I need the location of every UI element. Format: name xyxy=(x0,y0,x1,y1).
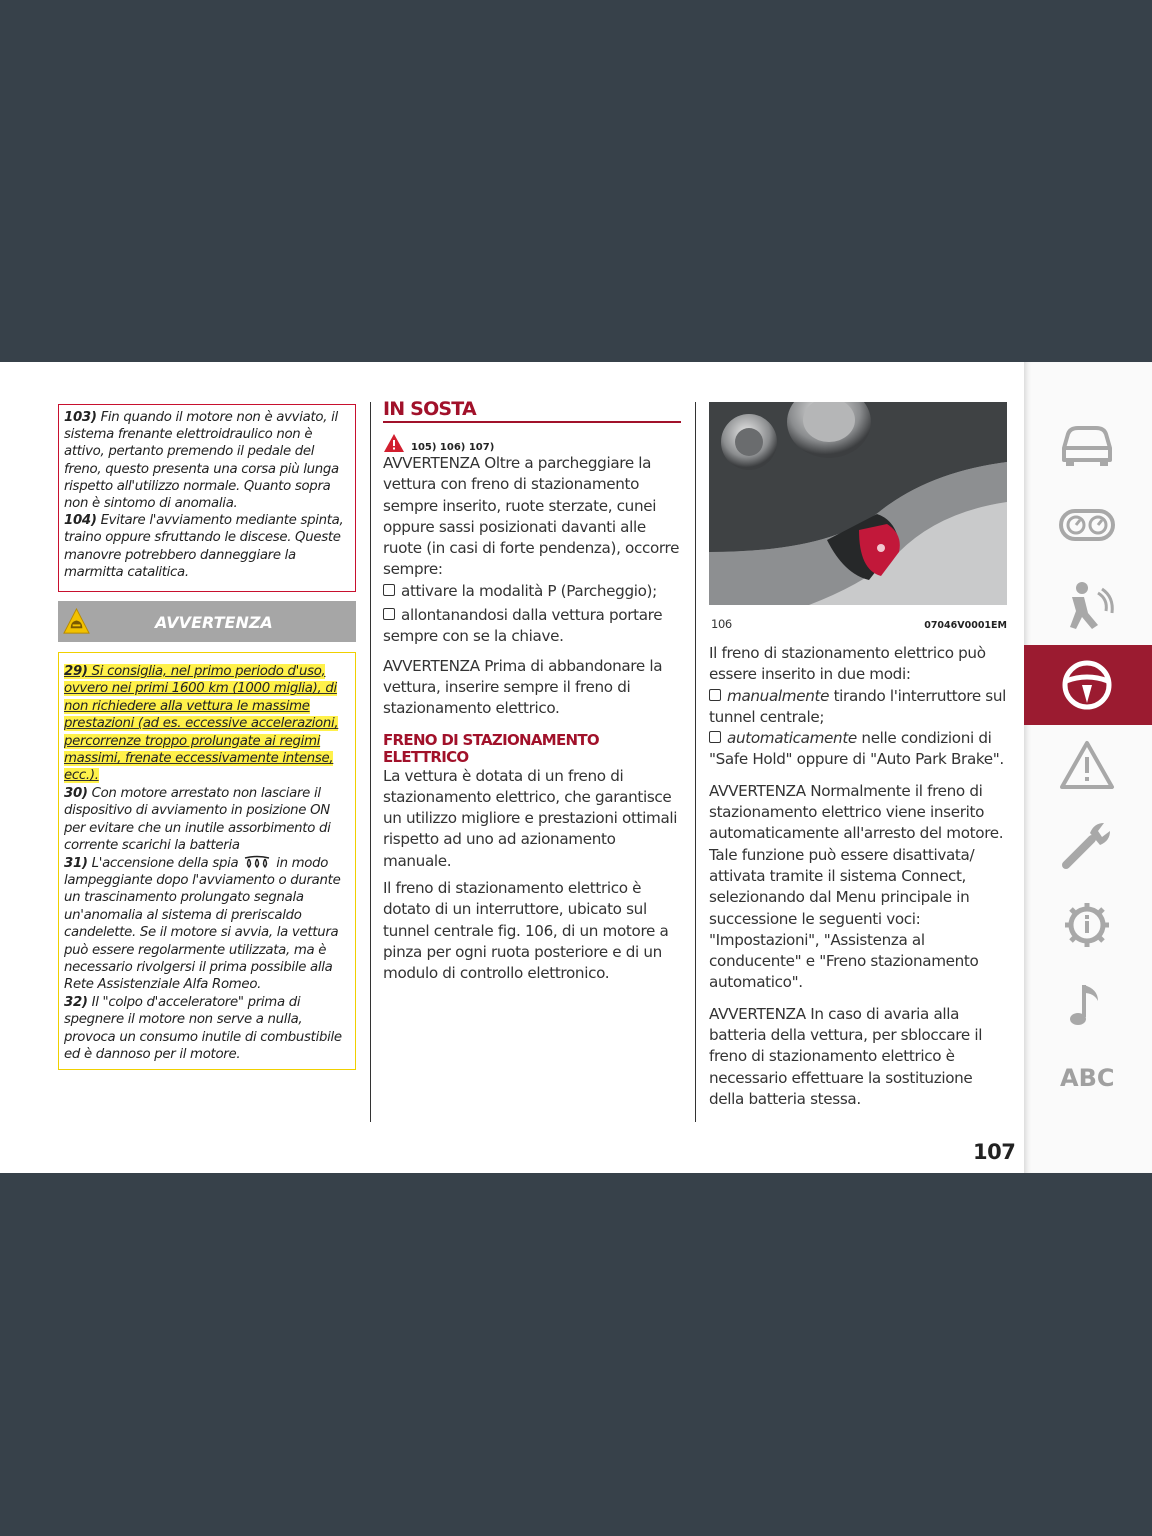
engine-warning-icon xyxy=(62,607,91,636)
note-text: Fin quando il motore non è avviato, il sistema frenante elettroidraulico non è attivo, pertanto premendo il pedale del freno, questo presenta una corsa più lunga rispetto all'utilizzo normale. Quanto sopra non è sintomo di anomalia. xyxy=(64,410,339,512)
list-item-emphasis: automaticamente xyxy=(727,729,857,748)
list-item xyxy=(709,728,1007,771)
note-text: Con motore arrestato non lasciare il dispositivo di avviamento in posizione ON per evitare che un inutile assorbimento di corrente scarichi la batteria xyxy=(64,785,331,854)
warning-header xyxy=(58,601,356,642)
warning-label: AVVERTENZA xyxy=(155,613,273,633)
parking-brake-switch-image xyxy=(709,402,1007,605)
sidebar-item-technical-data[interactable] xyxy=(1024,885,1152,965)
column-divider xyxy=(695,402,696,1122)
dashboard-icon xyxy=(1058,499,1116,551)
gear-info-icon xyxy=(1058,899,1116,951)
list-item-text: attivare la modalità P (Parcheggio); xyxy=(401,581,657,600)
paragraph: AVVERTENZA Oltre a parcheggiare la vettura con freno di stazionamento sempre inserito, ruote sterzate, cunei oppure sassi posizionati davanti alle ruote (in casi di forte pendenza), occorre sempre: xyxy=(383,454,680,579)
section-title: IN SOSTA xyxy=(383,398,681,423)
paragraph: AVVERTENZA Normalmente il freno di stazionamento elettrico viene inserito automaticamente all'arresto del motore. Tale funzione può essere disattivata/ attivata tramite il sistema Connect, selezionando dal Menu principale in successione le seguenti voci: "Impostazioni", "Assistenza al conducente" e "Freno stazionamento automatico". xyxy=(709,781,1004,992)
sidebar-item-warnings[interactable] xyxy=(1024,725,1152,805)
note-number: 103) xyxy=(64,410,97,425)
music-icon xyxy=(1058,979,1116,1031)
note-number: 29) xyxy=(64,664,88,680)
subsection-title: FRENO DI STAZIONAMENTO ELETTRICO xyxy=(383,730,599,766)
checkbox-bullet-icon xyxy=(709,731,721,743)
list-item-emphasis: manualmente xyxy=(727,686,830,705)
list-item-text: tirando l'interruttore sul tunnel centrale; xyxy=(709,686,1007,726)
note-number: 104) xyxy=(64,513,97,529)
note-text: L'accensione della spia xyxy=(87,855,243,871)
sidebar-item-dashboard[interactable] xyxy=(1024,485,1152,565)
note-number: 30) xyxy=(64,785,88,801)
list-item-text: allontanandosi dalla vettura portare sempre con se la chiave. xyxy=(383,606,663,646)
chapter-sidebar xyxy=(1024,362,1152,1173)
sidebar-item-index[interactable] xyxy=(1024,1045,1152,1125)
glow-plug-icon xyxy=(242,855,272,869)
checkbox-bullet-icon xyxy=(383,584,395,596)
abc-label: ABC xyxy=(1060,1064,1115,1092)
list-item xyxy=(383,581,681,602)
column-divider xyxy=(370,402,371,1122)
wrench-icon xyxy=(1058,819,1116,871)
page-number: 107 xyxy=(973,1140,1016,1164)
note-number: 32) xyxy=(64,994,88,1010)
warning-triangle-icon xyxy=(383,433,405,453)
reference-numbers: 105) 106) 107) xyxy=(411,442,495,453)
manual-page xyxy=(0,362,1152,1173)
paragraph: Il freno di stazionamento elettrico è dotato di un interruttore, ubicato sul tunnel centrale fig. 106, di un motore a pinza per ogni ruota posteriore e di un modulo di controllo elettronico. xyxy=(383,879,669,983)
note-text: Evitare l'avviamento mediante spinta, traino oppure sfruttando le discese. Queste manovre potrebbero danneggiare la marmitta catalitica. xyxy=(64,513,344,580)
sidebar-item-driving[interactable] xyxy=(1024,645,1152,725)
note-text: in modo lampeggiante dopo l'avviamento o durante un trascinamento prolungato segnala un'anomalia al sistema di preriscaldo candelette. Se il motore si avvia, la vettura può essere regolarmente utilizzata, ma è necessario rivolgersi il prima possibile alla Rete Assistenziale Alfa Romeo. xyxy=(64,855,341,993)
list-item xyxy=(383,605,681,648)
figure-106-photo xyxy=(709,402,1007,605)
sidebar-item-multimedia[interactable] xyxy=(1024,965,1152,1045)
paragraph: AVVERTENZA Prima di abbandonare la vettura, inserire sempre il freno di stazionamento elettrico. xyxy=(383,656,663,718)
warning-refs xyxy=(383,433,681,453)
figure-code: 07046V0001EM xyxy=(924,620,1007,631)
steering-wheel-icon xyxy=(1058,659,1116,711)
car-icon xyxy=(1058,418,1116,470)
notes-box-red xyxy=(58,404,356,592)
paragraph: La vettura è dotata di un freno di stazionamento elettrico, che garantisce un utilizzo migliore e prestazioni ottimali rispetto ad uno ad azionamento manuale. xyxy=(383,766,678,870)
warning-icon xyxy=(1058,739,1116,791)
highlighted-note xyxy=(64,664,338,783)
list-item xyxy=(709,686,1007,729)
checkbox-bullet-icon xyxy=(383,608,395,620)
brake-column xyxy=(709,402,1007,1110)
parking-column xyxy=(383,398,681,985)
sidebar-item-maintenance[interactable] xyxy=(1024,805,1152,885)
notes-column xyxy=(58,404,356,1070)
paragraph: Il freno di stazionamento elettrico può essere inserito in due modi: xyxy=(709,644,986,684)
note-number: 31) xyxy=(64,855,88,871)
airbag-person-icon xyxy=(1058,579,1116,631)
note-text: Il "colpo d'acceleratore" prima di spegnere il motore non serve a nulla, provoca un consumo inutile di combustibile ed è dannoso per il motore. xyxy=(64,994,342,1062)
sidebar-item-car[interactable] xyxy=(1024,404,1152,484)
notes-box-yellow xyxy=(58,652,356,1070)
checkbox-bullet-icon xyxy=(709,689,721,701)
list-item-text: nelle condizioni di "Safe Hold" oppure di "Auto Park Brake". xyxy=(709,729,1004,769)
paragraph: AVVERTENZA In caso di avaria alla batteria della vettura, per sbloccare il freno di stazionamento elettrico è necessario effettuare la sostituzione della batteria stessa. xyxy=(709,1004,983,1108)
figure-caption xyxy=(709,611,1007,635)
note-text: Si consiglia, nel primo periodo d'uso, ovvero nei primi 1600 km (1000 miglia), di non richiedere alla vettura le massime prestazioni (ad es. eccessive accelerazioni, percorrenze troppo prolungate ai regimi massimi, frenate eccessivamente intense, ecc.). xyxy=(64,664,339,784)
sidebar-item-safety[interactable] xyxy=(1024,565,1152,645)
figure-number: 106 xyxy=(711,617,732,631)
